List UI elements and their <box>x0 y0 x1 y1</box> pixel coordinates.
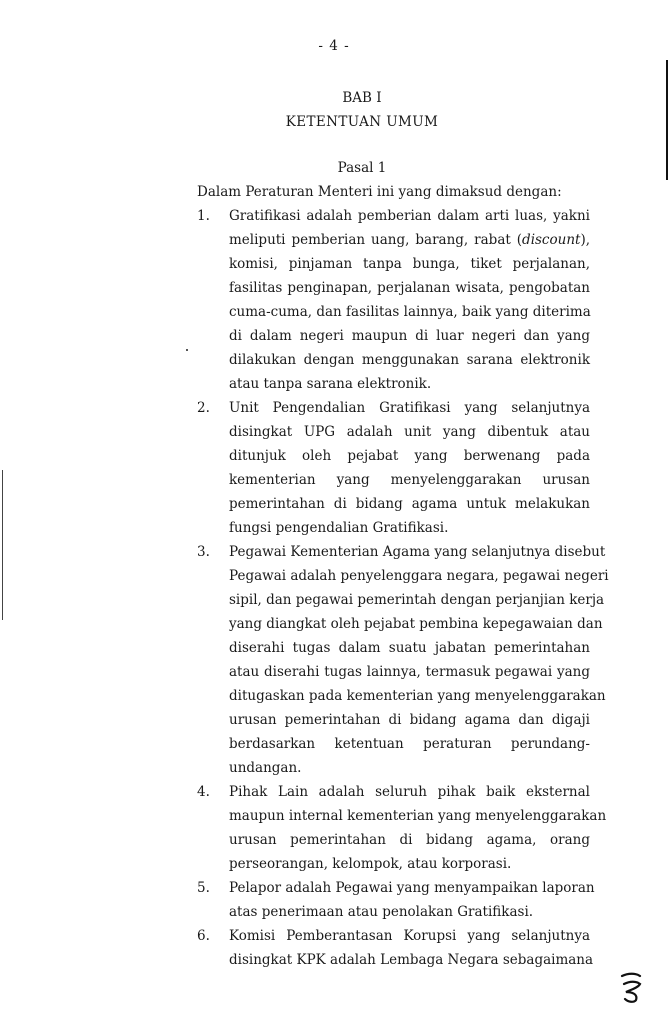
text-line: diserahi tugas dalam suatu jabatan pemerintahan <box>229 640 590 656</box>
text-line: Pelapor adalah Pegawai yang menyampaikan laporan <box>229 880 595 896</box>
definition-number: 2. <box>197 400 210 416</box>
text-line: komisi, pinjaman tanpa bunga, tiket perjalanan, <box>229 256 590 272</box>
text-line: perseorangan, kelompok, atau korporasi. <box>229 856 512 872</box>
initial-signature <box>616 970 646 1004</box>
text-line: yang diangkat oleh pejabat pembina kepegawaian dan <box>229 616 603 632</box>
text-line: Komisi Pemberantasan Korupsi yang selanjutnya <box>229 928 590 944</box>
text-line: fungsi pengendalian Gratifikasi. <box>229 520 449 536</box>
definition-number: 1. <box>197 208 210 224</box>
text-line: atau diserahi tugas lainnya, termasuk pegawai yang <box>229 664 590 680</box>
definition-number: 4. <box>197 784 210 800</box>
text-line: atau tanpa sarana elektronik. <box>229 376 432 392</box>
text-line: di dalam negeri maupun di luar negeri dan yang <box>229 328 590 344</box>
text-line: dilakukan dengan menggunakan sarana elektronik <box>229 352 590 368</box>
text-line: cuma-cuma, dan fasilitas lainnya, baik yang diterima <box>229 304 591 320</box>
text-line: disingkat KPK adalah Lembaga Negara sebagaimana <box>229 952 594 968</box>
text-line: Pihak Lain adalah seluruh pihak baik eksternal <box>229 784 590 800</box>
definition-item <box>197 924 594 972</box>
text-line: undangan. <box>229 760 302 776</box>
definition-text <box>229 540 609 780</box>
definition-list <box>197 204 609 972</box>
definition-text <box>229 396 590 540</box>
chapter-number: BAB I <box>342 90 382 106</box>
page-number: - 4 - <box>318 38 350 54</box>
definition-text <box>229 924 594 972</box>
text-line: Unit Pengendalian Gratifikasi yang selanjutnya <box>229 400 590 416</box>
article-intro: Dalam Peraturan Menteri ini yang dimaksud dengan: <box>197 184 562 200</box>
text-line: Pegawai adalah penyelenggara negara, pegawai negeri <box>229 568 609 584</box>
definition-number: 3. <box>197 544 210 560</box>
definition-text <box>229 876 595 924</box>
chapter-title: KETENTUAN UMUM <box>285 114 439 130</box>
italic-term: discount <box>522 232 581 248</box>
text-line: ditugaskan pada kementerian yang menyelenggarakan <box>229 688 606 704</box>
article-title: Pasal 1 <box>337 160 387 176</box>
text-line: ditunjuk oleh pejabat yang berwenang pada <box>229 448 590 464</box>
text-line: Pegawai Kementerian Agama yang selanjutnya disebut <box>229 544 606 560</box>
text-line: Gratifikasi adalah pemberian dalam arti luas, yakni <box>229 208 590 224</box>
definition-number: 5. <box>197 880 210 896</box>
text-line: sipil, dan pegawai pemerintah dengan perjanjian kerja <box>229 592 605 608</box>
definition-item <box>197 876 595 924</box>
text-line: meliputi pemberian uang, barang, rabat (discount), <box>229 232 590 248</box>
text-line: urusan pemerintahan di bidang agama dan digaji <box>229 712 590 728</box>
definition-text <box>229 204 590 396</box>
definition-item <box>197 540 609 780</box>
text-line: atas penerimaan atau penolakan Gratifikasi. <box>229 904 534 920</box>
text-line: kementerian yang menyelenggarakan urusan <box>229 472 590 488</box>
text-line: disingkat UPG adalah unit yang dibentuk atau <box>229 424 590 440</box>
text-line: maupun internal kementerian yang menyelenggarakan <box>229 808 607 824</box>
definition-item <box>197 780 607 876</box>
definition-item <box>197 204 590 396</box>
text-line: berdasarkan ketentuan peraturan perundang- <box>229 736 590 752</box>
definition-item <box>197 396 590 540</box>
text-line: fasilitas penginapan, perjalanan wisata, pengobatan <box>229 280 590 296</box>
scan-edge-mark <box>2 470 3 620</box>
scan-speck <box>186 349 188 351</box>
text-line: urusan pemerintahan di bidang agama, orang <box>229 832 590 848</box>
text-line: pemerintahan di bidang agama untuk melakukan <box>229 496 590 512</box>
definition-text <box>229 780 607 876</box>
definition-number: 6. <box>197 928 210 944</box>
